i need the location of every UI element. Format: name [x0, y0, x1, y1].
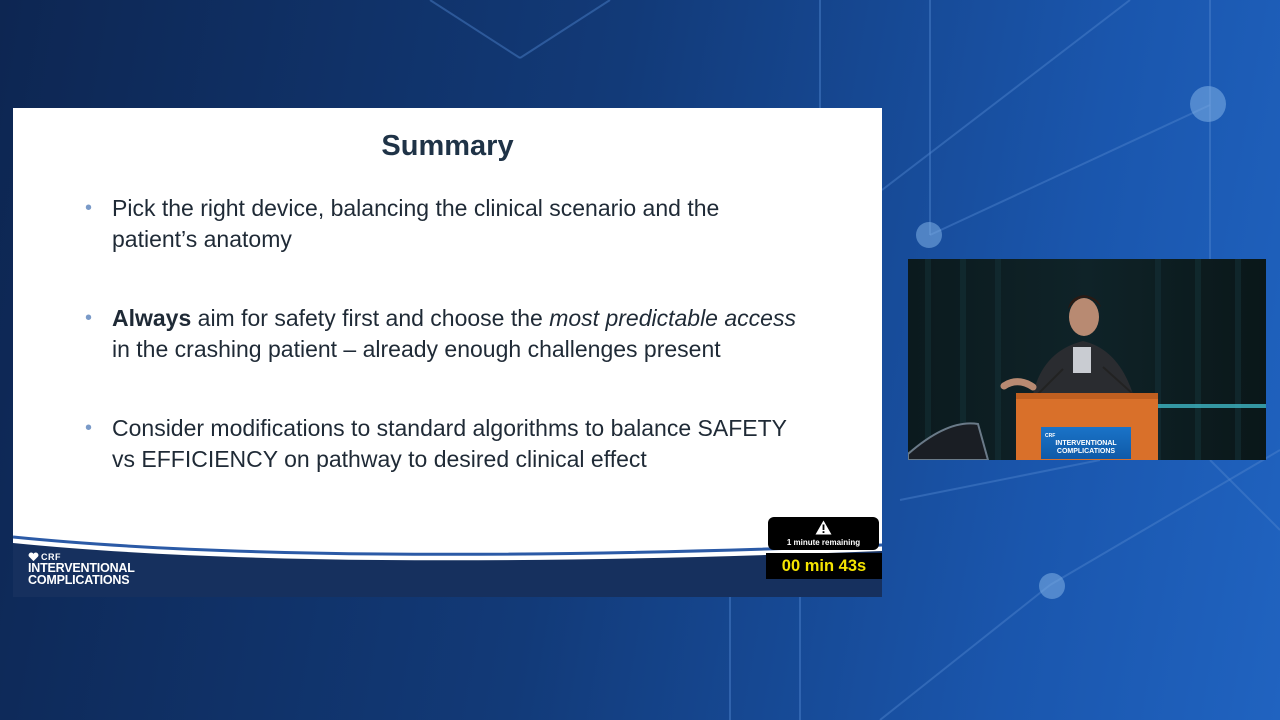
logo-line2: COMPLICATIONS: [28, 573, 130, 587]
slide-title: Summary: [381, 130, 514, 162]
slide-footer-band: [13, 533, 882, 597]
bullet-text: Consider modifications to standard algorithms to balance SAFETY vs EFFICIENCY on pathway to desired clinical effect: [112, 415, 787, 472]
crf-logo: [28, 552, 135, 586]
bullet-bold-text: Always: [112, 305, 192, 331]
bullet-item: [85, 193, 805, 255]
warning-triangle-icon: [815, 520, 832, 535]
timer-alert-text: 1 minute remaining: [786, 538, 861, 547]
bullet-italic-text: most predictable access: [549, 305, 796, 331]
podium-sign: [1041, 427, 1131, 459]
bullet-dot-icon: •: [85, 197, 93, 219]
bullet-list: [85, 193, 805, 475]
timer-countdown: 00 min 43s: [766, 553, 882, 579]
podium-brand: CRF: [1045, 433, 1056, 439]
logo-brand: CRF: [41, 552, 61, 562]
speaker-video-feed: [908, 259, 1266, 460]
bullet-text: in the crashing patient – already enough challenges present: [112, 336, 721, 362]
podium-line2: COMPLICATIONS: [1056, 448, 1116, 455]
podium-line1: INTERVENTIONAL: [1055, 440, 1117, 447]
timer-alert-box: [768, 517, 879, 550]
presentation-slide: [13, 108, 882, 597]
bullet-dot-icon: •: [85, 307, 93, 329]
bullet-text: aim for safety first and choose the: [191, 305, 550, 331]
bullet-item: [85, 303, 805, 365]
bullet-item: [85, 413, 805, 475]
bullet-text: Pick the right device, balancing the clinical scenario and the patient’s anatomy: [112, 195, 720, 252]
logo-line1: INTERVENTIONAL: [28, 561, 135, 575]
bullet-dot-icon: •: [85, 417, 93, 439]
